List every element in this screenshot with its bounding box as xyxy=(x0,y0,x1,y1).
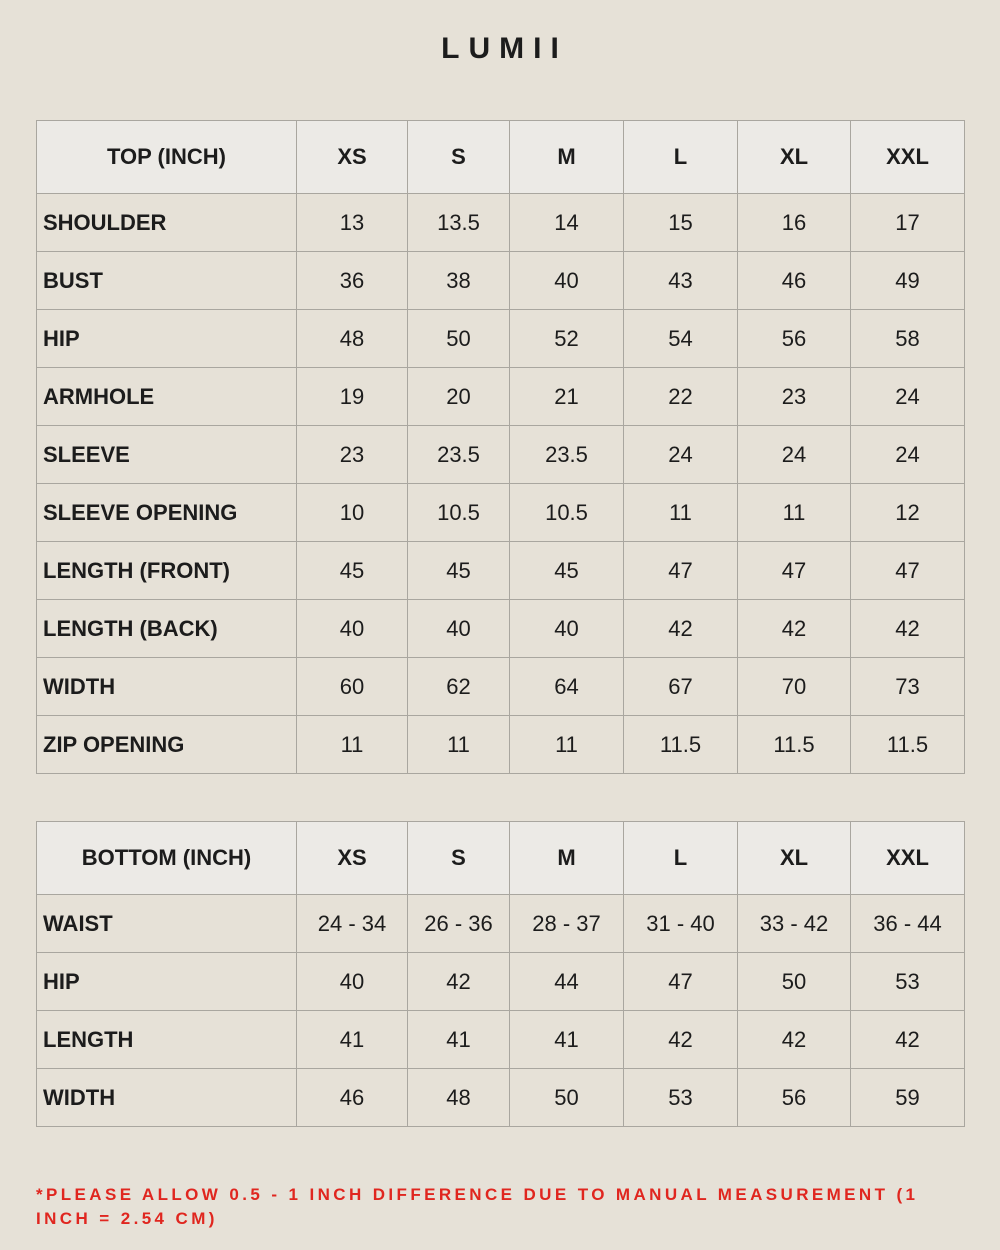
measurement-label: ARMHOLE xyxy=(37,368,297,426)
table-row xyxy=(37,368,965,426)
size-value-xxl: 53 xyxy=(851,953,965,1011)
size-value-l: 47 xyxy=(624,953,738,1011)
size-value-l: 42 xyxy=(624,1011,738,1069)
size-value-s: 10.5 xyxy=(408,484,510,542)
size-value-xs: 11 xyxy=(297,716,408,774)
size-value-s: 11 xyxy=(408,716,510,774)
size-value-xxl: 24 xyxy=(851,368,965,426)
size-value-xl: 50 xyxy=(738,953,851,1011)
size-value-xs: 60 xyxy=(297,658,408,716)
size-header-m: M xyxy=(510,121,624,194)
size-value-xxl: 47 xyxy=(851,542,965,600)
size-value-xl: 24 xyxy=(738,426,851,484)
size-value-l: 43 xyxy=(624,252,738,310)
size-value-xxl: 36 - 44 xyxy=(851,895,965,953)
table-row xyxy=(37,716,965,774)
size-value-xs: 23 xyxy=(297,426,408,484)
table-header-row xyxy=(37,121,965,194)
size-value-xl: 16 xyxy=(738,194,851,252)
size-value-xxl: 24 xyxy=(851,426,965,484)
size-value-xs: 40 xyxy=(297,600,408,658)
size-value-m: 28 - 37 xyxy=(510,895,624,953)
size-header-m: M xyxy=(510,822,624,895)
size-value-l: 54 xyxy=(624,310,738,368)
table-row xyxy=(37,426,965,484)
top-table-body xyxy=(37,194,965,774)
size-value-xl: 70 xyxy=(738,658,851,716)
table-row xyxy=(37,310,965,368)
measurement-label: HIP xyxy=(37,310,297,368)
measurement-label: SLEEVE OPENING xyxy=(37,484,297,542)
size-value-xl: 42 xyxy=(738,600,851,658)
top-size-table xyxy=(36,120,965,774)
size-value-xl: 23 xyxy=(738,368,851,426)
size-value-xl: 33 - 42 xyxy=(738,895,851,953)
table-row xyxy=(37,895,965,953)
measurement-label: HIP xyxy=(37,953,297,1011)
table-row xyxy=(37,484,965,542)
table-row xyxy=(37,252,965,310)
size-value-s: 42 xyxy=(408,953,510,1011)
size-value-s: 41 xyxy=(408,1011,510,1069)
size-value-l: 11 xyxy=(624,484,738,542)
size-value-xs: 36 xyxy=(297,252,408,310)
size-value-m: 52 xyxy=(510,310,624,368)
bottom-size-table xyxy=(36,821,965,1127)
bottom-table-header: BOTTOM (INCH) xyxy=(37,822,297,895)
size-value-m: 64 xyxy=(510,658,624,716)
measurement-label: LENGTH (BACK) xyxy=(37,600,297,658)
size-value-xl: 11.5 xyxy=(738,716,851,774)
measurement-note: *PLEASE ALLOW 0.5 - 1 INCH DIFFERENCE DUE TO MANUAL MEASUREMENT (1 INCH = 2.54 CM) xyxy=(36,1185,919,1228)
measurement-label: LENGTH (FRONT) xyxy=(37,542,297,600)
size-value-s: 62 xyxy=(408,658,510,716)
size-header-xl: XL xyxy=(738,121,851,194)
size-value-xs: 19 xyxy=(297,368,408,426)
size-value-l: 11.5 xyxy=(624,716,738,774)
size-value-xl: 56 xyxy=(738,310,851,368)
measurement-label: SHOULDER xyxy=(37,194,297,252)
size-header-s: S xyxy=(408,822,510,895)
size-header-xl: XL xyxy=(738,822,851,895)
size-value-xs: 10 xyxy=(297,484,408,542)
size-value-l: 42 xyxy=(624,600,738,658)
size-value-xxl: 49 xyxy=(851,252,965,310)
size-value-m: 41 xyxy=(510,1011,624,1069)
measurement-label: WIDTH xyxy=(37,1069,297,1127)
size-value-xs: 46 xyxy=(297,1069,408,1127)
size-value-s: 40 xyxy=(408,600,510,658)
size-value-xs: 24 - 34 xyxy=(297,895,408,953)
measurement-label: ZIP OPENING xyxy=(37,716,297,774)
size-header-l: L xyxy=(624,121,738,194)
size-header-xs: XS xyxy=(297,121,408,194)
size-value-s: 26 - 36 xyxy=(408,895,510,953)
size-value-xxl: 11.5 xyxy=(851,716,965,774)
size-header-s: S xyxy=(408,121,510,194)
size-value-l: 47 xyxy=(624,542,738,600)
table-header-row xyxy=(37,822,965,895)
size-value-l: 53 xyxy=(624,1069,738,1127)
size-value-m: 10.5 xyxy=(510,484,624,542)
size-value-s: 50 xyxy=(408,310,510,368)
measurement-label: SLEEVE xyxy=(37,426,297,484)
size-header-l: L xyxy=(624,822,738,895)
size-header-xxl: XXL xyxy=(851,822,965,895)
size-value-xl: 42 xyxy=(738,1011,851,1069)
size-value-l: 31 - 40 xyxy=(624,895,738,953)
size-value-xs: 41 xyxy=(297,1011,408,1069)
measurement-label: WIDTH xyxy=(37,658,297,716)
size-header-xs: XS xyxy=(297,822,408,895)
size-value-s: 45 xyxy=(408,542,510,600)
size-value-s: 38 xyxy=(408,252,510,310)
size-value-m: 44 xyxy=(510,953,624,1011)
size-value-xxl: 12 xyxy=(851,484,965,542)
top-table-header: TOP (INCH) xyxy=(37,121,297,194)
size-header-xxl: XXL xyxy=(851,121,965,194)
table-row xyxy=(37,542,965,600)
table-row xyxy=(37,600,965,658)
table-row xyxy=(37,658,965,716)
size-value-l: 67 xyxy=(624,658,738,716)
size-value-s: 23.5 xyxy=(408,426,510,484)
size-value-xl: 11 xyxy=(738,484,851,542)
bottom-table-body xyxy=(37,895,965,1127)
size-value-m: 14 xyxy=(510,194,624,252)
size-value-xxl: 73 xyxy=(851,658,965,716)
size-value-xxl: 58 xyxy=(851,310,965,368)
size-value-xxl: 59 xyxy=(851,1069,965,1127)
measurement-label: LENGTH xyxy=(37,1011,297,1069)
size-value-m: 11 xyxy=(510,716,624,774)
size-value-l: 22 xyxy=(624,368,738,426)
size-value-xl: 47 xyxy=(738,542,851,600)
size-value-s: 13.5 xyxy=(408,194,510,252)
measurement-label: BUST xyxy=(37,252,297,310)
size-value-m: 40 xyxy=(510,600,624,658)
measurement-label: WAIST xyxy=(37,895,297,953)
size-value-l: 15 xyxy=(624,194,738,252)
table-row xyxy=(37,953,965,1011)
size-value-xs: 40 xyxy=(297,953,408,1011)
size-value-s: 20 xyxy=(408,368,510,426)
size-value-xxl: 17 xyxy=(851,194,965,252)
size-value-s: 48 xyxy=(408,1069,510,1127)
size-value-xs: 13 xyxy=(297,194,408,252)
size-value-xs: 48 xyxy=(297,310,408,368)
size-value-l: 24 xyxy=(624,426,738,484)
table-row xyxy=(37,1069,965,1127)
size-value-m: 45 xyxy=(510,542,624,600)
size-value-m: 21 xyxy=(510,368,624,426)
size-value-xl: 56 xyxy=(738,1069,851,1127)
brand-title: LUMII xyxy=(441,32,568,65)
table-row xyxy=(37,194,965,252)
size-value-xxl: 42 xyxy=(851,600,965,658)
size-value-m: 23.5 xyxy=(510,426,624,484)
size-value-xl: 46 xyxy=(738,252,851,310)
table-row xyxy=(37,1011,965,1069)
size-value-xxl: 42 xyxy=(851,1011,965,1069)
size-value-m: 40 xyxy=(510,252,624,310)
size-value-m: 50 xyxy=(510,1069,624,1127)
size-value-xs: 45 xyxy=(297,542,408,600)
